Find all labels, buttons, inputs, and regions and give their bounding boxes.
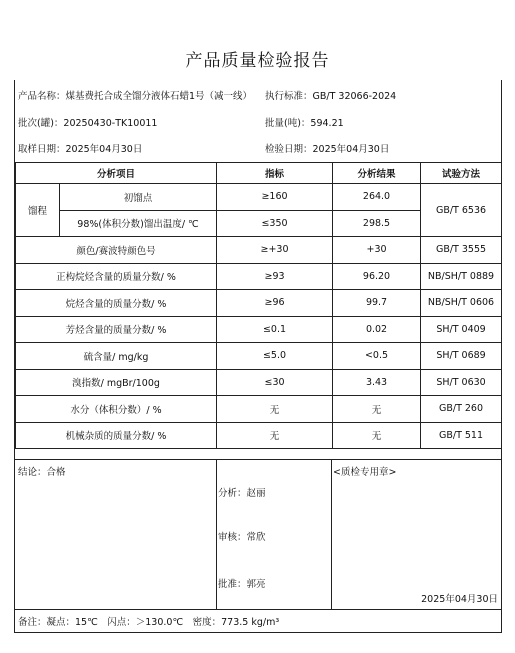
row-result: 无 [333,396,421,423]
table-row [16,316,502,343]
header-spec: 指标 [217,163,333,184]
row-method: NB/SH/T 0889 [421,263,502,290]
row-item: 机械杂质的质量分数/ % [16,422,217,449]
row-result: 264.0 [333,184,421,211]
row-spec: ≤30 [217,369,333,396]
analyst: 分析：赵丽 [218,488,266,499]
report-sheet [14,80,502,633]
table-row [16,290,502,317]
results-table [15,162,502,449]
row-item: 初馏点 [60,184,217,211]
row-spec: ≥+30 [217,237,333,264]
product-name: 产品名称：煤基费托合成全馏分液体石蜡1号（减一线） [18,91,253,102]
row-spec: ≤350 [217,210,333,237]
table-row [16,263,502,290]
row-spec: ≥96 [217,290,333,317]
row-spec: 无 [217,422,333,449]
table-row [16,237,502,264]
header-method: 试验方法 [421,163,502,184]
row-result: 298.5 [333,210,421,237]
divider [216,460,217,609]
row-item: 硫含量/ mg/kg [16,343,217,370]
row-method: NB/SH/T 0606 [421,290,502,317]
row-item: 溴指数/ mgBr/100g [16,369,217,396]
row-method: GB/T 511 [421,422,502,449]
row-method: GB/T 6536 [421,184,502,237]
table-row [16,422,502,449]
table-row [16,396,502,423]
row-result: 0.02 [333,316,421,343]
report-title: 产品质量检验报告 [185,51,330,71]
row-item: 烷烃含量的质量分数/ % [16,290,217,317]
row-spec: ≥160 [217,184,333,211]
row-spec: ≤0.1 [217,316,333,343]
row-result: 3.43 [333,369,421,396]
seal-label: <质检专用章> [333,467,397,478]
row-result: <0.5 [333,343,421,370]
row-spec: ≥93 [217,263,333,290]
approver: 批准：郭亮 [218,579,266,590]
row-method: SH/T 0630 [421,369,502,396]
signature-section [15,459,501,610]
header-result: 分析结果 [333,163,421,184]
row-result: 96.20 [333,263,421,290]
sample-date: 取样日期：2025年04月30日 [18,144,143,155]
row-method: SH/T 0409 [421,316,502,343]
distillation-label: 馏程 [16,184,60,237]
row-item: 芳烃含量的质量分数/ % [16,316,217,343]
table-row [16,369,502,396]
row-spec: 无 [217,396,333,423]
inspect-date: 检验日期：2025年04月30日 [265,144,390,155]
row-spec: ≤5.0 [217,343,333,370]
row-item: 颜色/赛波特颜色号 [16,237,217,264]
remarks: 备注：凝点：15℃ 闪点：＞130.0℃ 密度：773.5 kg/m³ [18,617,280,628]
row-method: SH/T 0689 [421,343,502,370]
table-row [16,184,502,211]
row-result: +30 [333,237,421,264]
table-row [16,343,502,370]
standard: 执行标准：GB/T 32066-2024 [265,91,397,102]
row-item: 98%(体积分数)馏出温度/ ℃ [60,210,217,237]
reviewer: 审核：常欣 [218,532,266,543]
seal-date: 2025年04月30日 [421,594,498,605]
row-item: 正构烷烃含量的质量分数/ % [16,263,217,290]
row-method: GB/T 3555 [421,237,502,264]
row-result: 99.7 [333,290,421,317]
row-result: 无 [333,422,421,449]
batch-quantity: 批量(吨)：594.21 [265,118,344,129]
header-item: 分析项目 [16,163,217,184]
row-item: 水分（体积分数）/ % [16,396,217,423]
conclusion: 结论：合格 [18,467,66,478]
row-method: GB/T 260 [421,396,502,423]
divider [331,460,332,609]
table-header-row [16,163,502,184]
batch-number: 批次(罐)：20250430-TK10011 [18,118,158,129]
